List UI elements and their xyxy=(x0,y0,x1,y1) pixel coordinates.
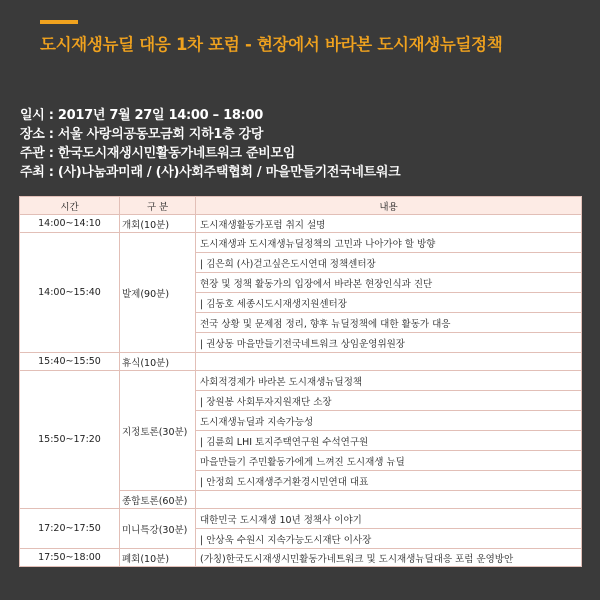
row-content: | 김은희 (사)걷고싶은도시연대 정책센터장 xyxy=(196,253,582,273)
row-content: 전국 상황 및 문제점 정리, 향후 뉴딜정책에 대한 활동가 대응 xyxy=(196,313,582,333)
row-time: 15:50~17:20 xyxy=(20,371,120,509)
row-content: | 안정희 도시재생주거환경시민연대 대표 xyxy=(196,471,582,491)
row-content: 마을만들기 주민활동가에게 느껴진 도시재생 뉴딜 xyxy=(196,451,582,471)
row-time: 17:50~18:00 xyxy=(20,549,120,567)
header-category: 구 분 xyxy=(120,197,196,215)
schedule-table xyxy=(19,196,582,567)
row-time: 17:20~17:50 xyxy=(20,509,120,549)
row-content: 사회적경제가 바라본 도시재생뉴딜정책 xyxy=(196,371,582,391)
page-title: 도시재생뉴딜 대응 1차 포럼 - 현장에서 바라본 도시재생뉴딜정책 xyxy=(40,35,503,54)
row-content: 대한민국 도시재생 10년 정책사 이야기 xyxy=(196,509,582,529)
row-category: 미니특강(30분) xyxy=(120,509,196,549)
table-header-row xyxy=(20,197,582,215)
header-time: 시간 xyxy=(20,197,120,215)
row-content xyxy=(196,491,582,509)
row-content: | 김륜희 LHI 토지주택연구원 수석연구원 xyxy=(196,431,582,451)
table-row xyxy=(20,371,582,391)
row-time: 14:00~14:10 xyxy=(20,215,120,233)
row-content: (가칭)한국도시재생시민활동가네트워크 및 도시재생뉴딜대응 포럼 운영방안 xyxy=(196,549,582,567)
row-content: 현장 및 정책 활동가의 입장에서 바라본 현장인식과 진단 xyxy=(196,273,582,293)
row-time: 15:40~15:50 xyxy=(20,353,120,371)
row-category: 발제(90분) xyxy=(120,233,196,353)
row-category: 개회(10분) xyxy=(120,215,196,233)
table-row xyxy=(20,233,582,253)
info-organizer: 주관 : 한국도시재생시민활동가네트워크 준비모임 xyxy=(20,146,295,161)
row-category: 폐회(10분) xyxy=(120,549,196,567)
header-content: 내용 xyxy=(196,197,582,215)
row-content: 도시재생과 도시재생뉴딜정책의 고민과 나아가야 할 방향 xyxy=(196,233,582,253)
row-time: 14:00~15:40 xyxy=(20,233,120,353)
row-content xyxy=(196,353,582,371)
accent-line xyxy=(40,20,78,24)
table-row xyxy=(20,353,582,371)
row-category: 휴식(10분) xyxy=(120,353,196,371)
row-content: 도시재생활동가포럼 취지 설명 xyxy=(196,215,582,233)
table-row xyxy=(20,509,582,529)
row-content: | 안상욱 수원시 지속가능도시재단 이사장 xyxy=(196,529,582,549)
row-content: | 권상동 마을만들기전국네트워크 상임운영위원장 xyxy=(196,333,582,353)
info-place: 장소 : 서울 사랑의공동모금회 지하1층 강당 xyxy=(20,127,264,142)
info-date: 일시 : 2017년 7월 27일 14:00 – 18:00 xyxy=(20,108,263,123)
row-category: 지정토론(30분) xyxy=(120,371,196,491)
row-content: 도시재생뉴딜과 지속가능성 xyxy=(196,411,582,431)
table-row xyxy=(20,215,582,233)
table-row xyxy=(20,549,582,567)
event-info xyxy=(20,106,400,182)
info-host: 주최 : (사)나눔과미래 / (사)사회주택협회 / 마을만들기전국네트워크 xyxy=(20,165,401,180)
row-content: | 장원봉 사회투자지원재단 소장 xyxy=(196,391,582,411)
row-content: | 김동호 세종시도시재생지원센터장 xyxy=(196,293,582,313)
row-sub-category: 종합토론(60분) xyxy=(120,491,196,509)
